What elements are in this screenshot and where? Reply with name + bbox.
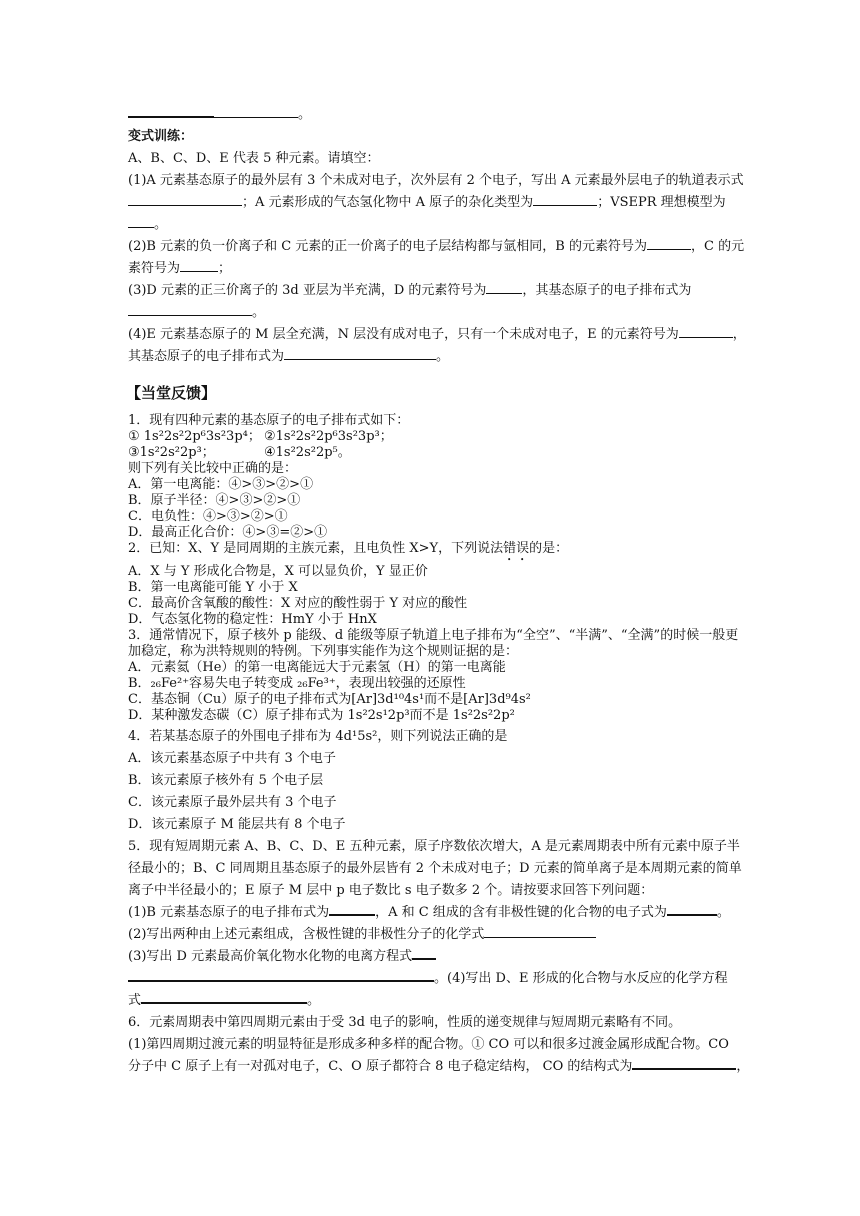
intro-text: A、B、C、D、E 代表 5 种元素。请填空：: [128, 151, 380, 166]
answer-blank: [667, 902, 717, 916]
question-text: (4)E 元素基态原子的 M 层全充满，N 层没有成对电子，只有一个未成对电子，E 的元素符号为 ，: [128, 327, 746, 342]
question-stem: 6．元素周期表中第四周期元素由于受 3d 电子的影响，性质的递变规律与短周期元素略有不同。: [128, 1015, 682, 1030]
question-text: 式 。: [128, 990, 738, 1012]
option-c[interactable]: C．该元素原子最外层共有 3 个电子: [128, 795, 337, 810]
option-a[interactable]: A．该元素基态原子中共有 3 个电子: [128, 751, 336, 766]
option-d[interactable]: D．最高正化合价：④>③=②>①: [128, 525, 328, 540]
answer-blank: [128, 104, 214, 118]
question-text: 。: [128, 214, 738, 236]
question-stem: 1．现有四种元素的基态原子的电子排布式如下：: [128, 413, 410, 428]
question-stem: 3．通常情况下，原子核外 p 能级、d 能级等原子轨道上电子排布为“全空”、“半满”、“全满”的时候一般更: [128, 628, 739, 643]
question-stem: 2．已知：X、Y 是同周期的主族元素，且电负性 X>Y，下列说法错误的是：: [128, 541, 569, 556]
option-b[interactable]: B．该元素原子核外有 5 个电子层: [128, 773, 324, 788]
question-stem: 径最小的；B、C 同周期且基态原子的最外层皆有 2 个未成对电子；D 元素的简单离子是本周期元素的简单: [128, 861, 742, 876]
answer-blank: [412, 946, 436, 960]
variant-training-section: [128, 126, 746, 368]
question-text: (3)写出 D 元素最高价氧化物水化物的电离方程式: [128, 946, 738, 968]
question-ask: 则下列有关比较中正确的是：: [128, 461, 298, 476]
question-stem: 5．现有短周期元素 A、B、C、D、E 五种元素，原子序数依次增大，A 是元素周期表中所有元素中原子半: [128, 839, 740, 854]
feedback-questions-1-3: [128, 413, 738, 724]
question-text: 分子中 C 原子上有一对孤对电子，C、O 原子都符合 8 电子稳定结构， CO 的结构式为 ，: [128, 1056, 738, 1078]
option-d[interactable]: D．气态氢化物的稳定性：HmY 小于 HnX: [128, 612, 377, 627]
question-stem: 离子中半径最小的；E 原子 M 层中 p 电子数比 s 电子数多 2 个。请按要求回答下列问题：: [128, 883, 654, 898]
feedback-questions-4-6: [128, 726, 750, 1078]
option-b[interactable]: B．第一电离能可能 Y 小于 X: [128, 580, 298, 595]
option-c[interactable]: C．电负性：④>③>②>①: [128, 509, 288, 524]
question-text: (1)A 元素基态原子的最外层有 3 个未成对电子，次外层有 2 个电子，写出 A 元素最外层电子的轨道表示式: [128, 173, 744, 188]
answer-blank: [128, 968, 434, 982]
feedback-heading: 【当堂反馈】: [126, 384, 217, 402]
answer-blank: [533, 193, 597, 206]
answer-blank: [647, 237, 691, 250]
option-d[interactable]: D．某种激发态碳（C）原子排布式为 1s²2s¹2p³而不是 1s²2s²2p²: [128, 708, 515, 723]
question-stem: 4．若某基态原子的外围电子排布为 4d¹5s²，则下列说法正确的是: [128, 729, 508, 744]
answer-blank: [128, 215, 154, 228]
option-b[interactable]: B．原子半径：④>③>②>①: [128, 493, 301, 508]
question-text: 。: [128, 302, 738, 324]
section-title: 变式训练：: [128, 129, 194, 144]
answer-blank: [128, 193, 242, 206]
question-text: (2)写出两种由上述元素组成，含极性键的非极性分子的化学式: [128, 924, 738, 946]
answer-blank: [632, 1056, 736, 1070]
option-b[interactable]: B．₂₆Fe²⁺容易失电子转变成 ₂₆Fe³⁺，表现出较强的还原性: [128, 676, 466, 691]
answer-blank: [141, 990, 307, 1004]
answer-blank: [214, 105, 298, 118]
answer-blank: [679, 325, 733, 338]
answer-blank: [128, 303, 252, 316]
question-text: ；A 元素形成的气态氢化物中 A 原子的杂化类型为 ；VSEPR 理想模型为: [128, 192, 738, 214]
answer-blank: [486, 281, 522, 294]
answer-blank: [329, 902, 375, 916]
question-stem: 加稳定，称为洪特规则的特例。下列事实能作为这个规则证据的是：: [128, 644, 519, 659]
answer-blank: [284, 347, 436, 360]
question-text: 。(4)写出 D、E 形成的化合物与水反应的化学方程: [128, 968, 738, 990]
config-row: ③1s²2s²2p³； ④1s²2s²2p⁵。: [128, 445, 351, 460]
question-text: (1)第四周期过渡元素的明显特征是形成多种多样的配合物。① CO 可以和很多过渡金属形成配合物。CO: [128, 1037, 729, 1052]
config-row: ① 1s²2s²2p⁶3s²3p⁴； ②1s²2s²2p⁶3s²3p³；: [128, 429, 393, 444]
document-page: [126, 104, 750, 1078]
question-text: (3)D 元素的正三价离子的 3d 亚层为半充满，D 的元素符号为 ，其基态原子的电子排布式为: [128, 283, 692, 298]
option-a[interactable]: A．X 与 Y 形成化合物是，X 可以显负价，Y 显正价: [128, 564, 428, 579]
answer-blank: [180, 259, 218, 272]
question-text: 素符号为 ；: [128, 261, 232, 276]
answer-blank: [484, 925, 596, 938]
option-a[interactable]: A．元素氦（He）的第一电离能远大于元素氢（H）的第一电离能: [128, 660, 506, 675]
question-text: 其基态原子的电子排布式为 。: [128, 349, 450, 364]
previous-answer-line: 。: [128, 104, 738, 126]
option-d[interactable]: D．该元素原子 M 能层共有 8 个电子: [128, 817, 346, 832]
option-a[interactable]: A．第一电离能：④>③>②>①: [128, 477, 314, 492]
question-text: (2)B 元素的负一价离子和 C 元素的正一价离子的电子层结构都与氩相同，B 的元素符号为 ，C 的元: [128, 239, 745, 254]
option-c[interactable]: C．基态铜（Cu）原子的电子排布式为[Ar]3d¹⁰4s¹而不是[Ar]3d⁹4s²: [128, 692, 531, 707]
option-c[interactable]: C．最高价含氧酸的酸性：X 对应的酸性弱于 Y 对应的酸性: [128, 596, 468, 611]
question-text: (1)B 元素基态原子的电子排布式为 ，A 和 C 组成的含有非极性键的化合物的电子式为 。: [128, 902, 738, 924]
